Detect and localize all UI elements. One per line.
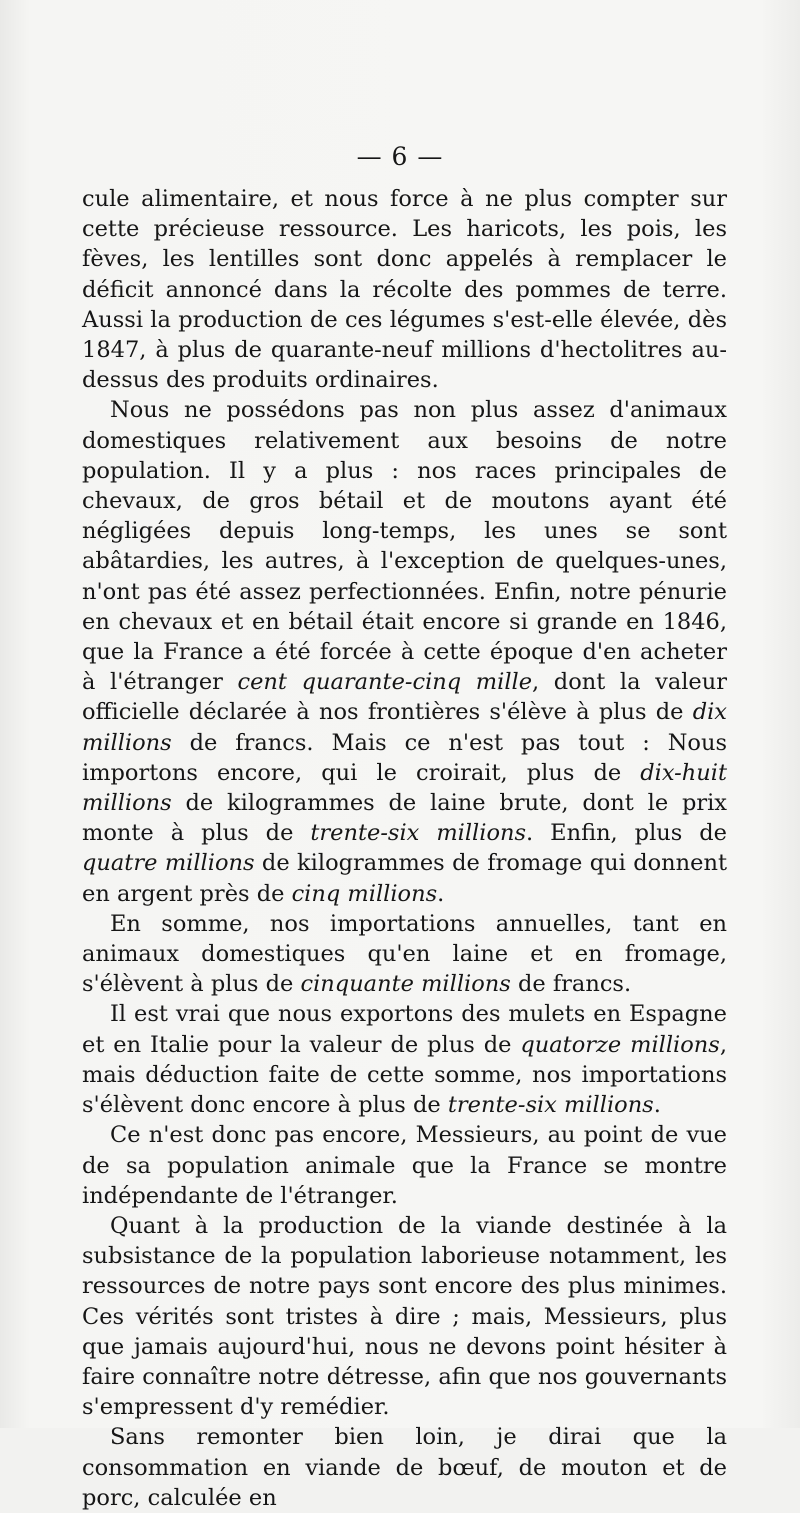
text-run: . Enfin, plus de — [526, 820, 727, 847]
text-run: , dont la valeur officielle déclarée à nos frontières s'élève à plus de — [82, 669, 727, 726]
text-run: Ce n'est donc pas encore, Messieurs, au point de vue de sa population animale que la France se montre indépendante de l'étranger. — [82, 1122, 727, 1209]
text-run: de francs. — [510, 971, 632, 998]
italic-run: trente-six millions — [310, 820, 527, 847]
italic-run: dix millions — [82, 699, 727, 756]
italic-run: cinquante millions — [300, 971, 511, 998]
text-run: . — [653, 1092, 661, 1119]
italic-run: cent quarante-cinq mille — [237, 669, 533, 696]
text-run: , mais déduction faite de cette somme, nos importations s'élèvent donc encore à plus de — [82, 1031, 727, 1119]
paragraph-4 — [82, 999, 727, 1120]
page-number: — 6 — — [356, 142, 444, 171]
body-text — [82, 184, 727, 1513]
italic-run: quatre millions — [82, 850, 255, 877]
italic-run: quatorze millions — [520, 1031, 720, 1058]
paragraph-5 — [82, 1120, 727, 1211]
paragraph-7 — [82, 1422, 727, 1513]
text-run: Il est vrai que nous exportons des mulets en Espagne et en Italie pour la valeur de plus de — [82, 1001, 727, 1058]
italic-run: cinq millions — [291, 880, 438, 907]
text-run: de francs. Mais ce n'est pas tout : Nous importons encore, qui le croirait, plus de — [82, 729, 727, 786]
text-run: cule alimentaire, et nous force à ne plus compter sur cette précieuse ressource. Les haricots, les pois, les fèves, les lentilles sont donc appelés à remplacer le déficit annoncé dans la récolte des pommes de terre. Aussi la production de ces légumes s'est-elle élevée, dès 1847, à plus de quarante-neuf millions d'hectolitres au-dessus des produits ordinaires. — [82, 186, 727, 394]
text-run: de kilogrammes de laine brute, dont le prix monte à plus de — [82, 790, 727, 847]
text-run: Sans remonter bien loin, je dirai que la consommation en viande de bœuf, de mouton et de porc, calculée en — [82, 1424, 727, 1511]
text-run: Quant à la production de la viande destinée à la subsistance de la population laborieuse notamment, les ressources de notre pays sont encore des plus minimes. Ces vérités sont tristes à dire ; mais, Messieurs, plus que jamais aujourd'hui, nous ne devons point hésiter à faire connaître notre détresse, afin que nos gouvernants s'empressent d'y remédier. — [82, 1212, 727, 1421]
text-run: En somme, nos importations annuelles, tant en animaux domestiques qu'en laine et en fromage, s'élèvent à plus de — [82, 910, 727, 998]
text-run: Nous ne possédons pas non plus assez d'animaux domestiques relativement aux besoins de notre population. Il y a plus : nos races principales de chevaux, de gros bétail et de moutons ayant été négligées depuis long-temps, les unes se sont abâtardies, les autres, à l'exception de quelques-unes, n'ont pas été assez perfectionnées. Enfin, notre pénurie en chevaux et en bétail était encore si grande en 1846, que la France a été forcée à cette époque d'en acheter à l'étranger — [82, 397, 727, 696]
paragraph-1 — [82, 184, 727, 395]
paragraph-3 — [82, 909, 727, 1000]
paragraph-2 — [82, 395, 727, 908]
italic-run: dix-huit millions — [82, 759, 727, 817]
italic-run: trente-six millions — [447, 1092, 654, 1119]
paragraph-6 — [82, 1211, 727, 1422]
text-run: de kilogrammes de fromage qui donnent en argent près de — [82, 850, 727, 907]
text-run: . — [437, 880, 445, 907]
